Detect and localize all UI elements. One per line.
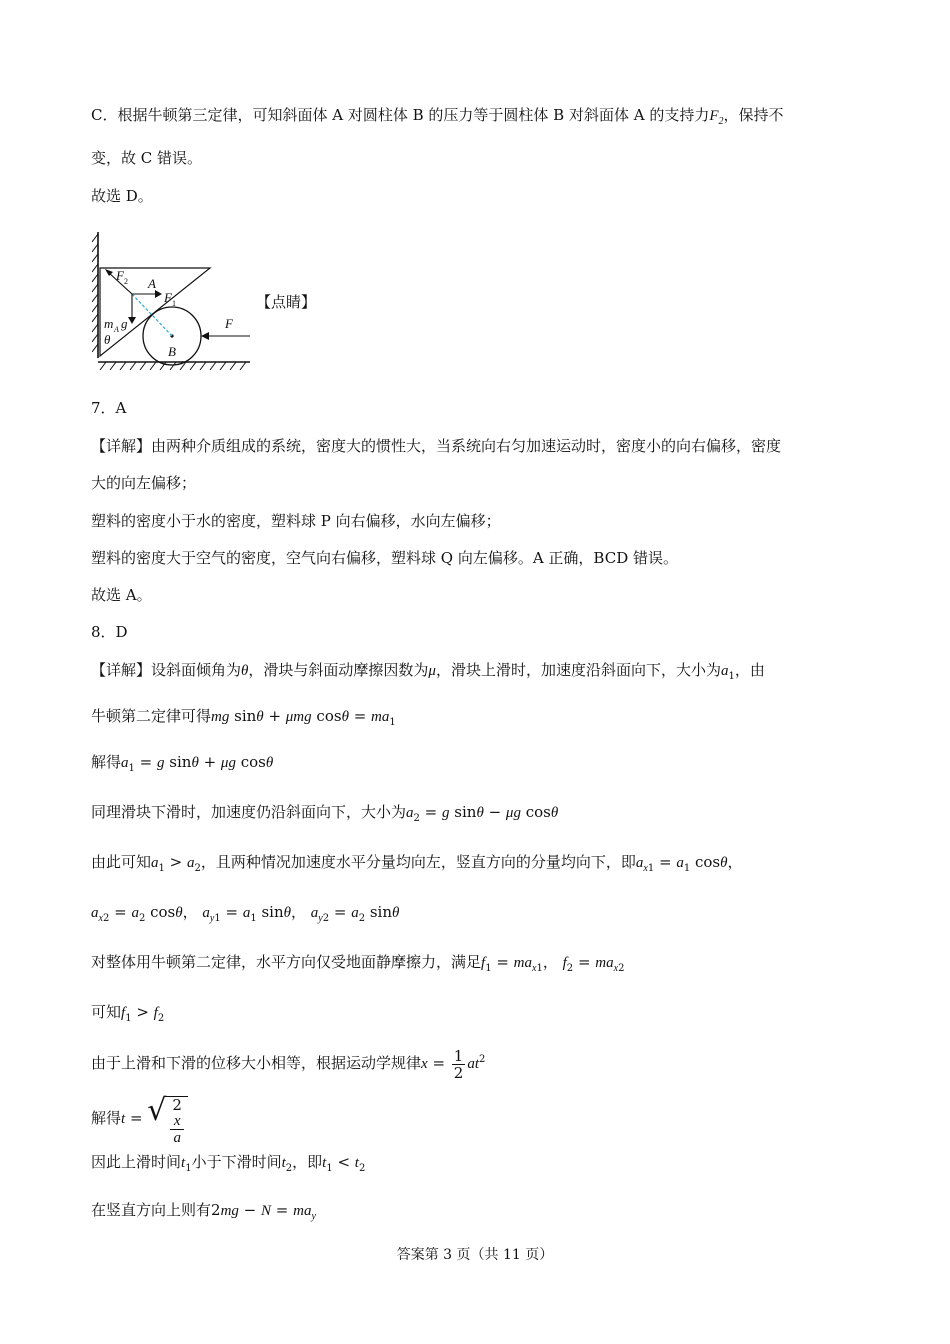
q8-detail-3: 解得$a_1 = g$ sinθ + μg cosθ bbox=[91, 753, 274, 774]
q8-detail-2: 牛顿第二定律可得mg sinθ + μmg $\cos\theta = ma_1$ bbox=[91, 707, 396, 728]
label-F: F bbox=[225, 316, 233, 331]
label-F1: F bbox=[164, 290, 172, 305]
svg-text:g: g bbox=[121, 316, 128, 331]
q7-detail-4: 塑料的密度大于空气的密度，空气向右偏移，塑料球 Q 向左偏移。A 正确，BCD 错误。 bbox=[91, 549, 679, 567]
svg-text:2: 2 bbox=[124, 277, 128, 286]
q8-detail-9: 由于上滑和下滑的位移大小相等，根据运动学规律x = $\frac{1}{2}$ $at^2$ bbox=[91, 1046, 486, 1082]
svg-text:1: 1 bbox=[172, 299, 176, 308]
dianjing-label: 【点睛】 bbox=[256, 293, 317, 311]
q8-detail-6: $a_{x2} = a_2$ cosθ， $a_{y1} = a_1$ sinθ， $a_{y2} = a_2$ sinθ bbox=[91, 903, 400, 924]
label-mAg: m bbox=[104, 316, 114, 331]
q8-detail-5: 由此可知$a_1 > a_2$，且两种情况加速度水平分量均向左，竖直方向的分量均向下，即$a_{x1} = a_1$ cosθ， bbox=[91, 853, 743, 874]
conclusion-d: 故选 D。 bbox=[91, 187, 153, 205]
q8-detail-8: 可知$f_1 > f_2$ bbox=[91, 1003, 165, 1024]
q8-detail-12: 在竖直方向上则有$2mg - N = ma_y$ bbox=[91, 1201, 316, 1222]
option-c-line2: 变，故 C 错误。 bbox=[91, 149, 203, 167]
q8-detail-10: 解得t = √ 2 x a bbox=[91, 1092, 188, 1146]
svg-text:A: A bbox=[114, 325, 119, 334]
label-B: B bbox=[168, 344, 176, 359]
q7-detail-1: 【详解】由两种介质组成的系统，密度大的惯性大，当系统向右匀加速运动时，密度小的向右偏移，密度 bbox=[91, 437, 782, 455]
label-F2: F bbox=[116, 268, 124, 283]
conclusion-a: 故选 A。 bbox=[91, 586, 152, 604]
math-F2: $F_2$ bbox=[709, 108, 724, 127]
q8-detail-7: 对整体用牛顿第二定律，水平方向仅受地面静摩擦力，满足$f_1 = ma_{x1}$， $f_2 = ma_{x2}$ bbox=[91, 953, 625, 974]
label-A: A bbox=[148, 276, 156, 291]
q8-answer: 8．D bbox=[91, 623, 128, 641]
option-c-line1: C．根据牛顿第三定律，可知斜面体 A 对圆柱体 B 的压力等于圆柱体 B 对斜面体 A 的支持力$F_2$，保持不 bbox=[91, 106, 784, 127]
q8-detail-4: 同理滑块下滑时，加速度仍沿斜面向下，大小为$a_2 = g$ sinθ − μg cosθ bbox=[91, 803, 559, 824]
q7-detail-2: 大的向左偏移； bbox=[91, 474, 197, 492]
page-footer: 答案第 3 页（共 11 页） bbox=[396, 1247, 554, 1263]
q7-answer: 7．A bbox=[91, 399, 127, 417]
q7-detail-3: 塑料的密度小于水的密度，塑料球 P 向右偏移，水向左偏移； bbox=[91, 512, 501, 530]
q8-detail-11: 因此上滑时间$t_1$小于下滑时间$t_2$，即$t_1 < t_2$ bbox=[91, 1153, 366, 1174]
label-theta: θ bbox=[104, 332, 111, 347]
q8-detail-1: 【详解】设斜面倾角为θ，滑块与斜面动摩擦因数为μ，滑块上滑时，加速度沿斜面向下，大小为$a_1$，由 bbox=[91, 661, 765, 682]
incline-cylinder-diagram bbox=[92, 228, 252, 376]
